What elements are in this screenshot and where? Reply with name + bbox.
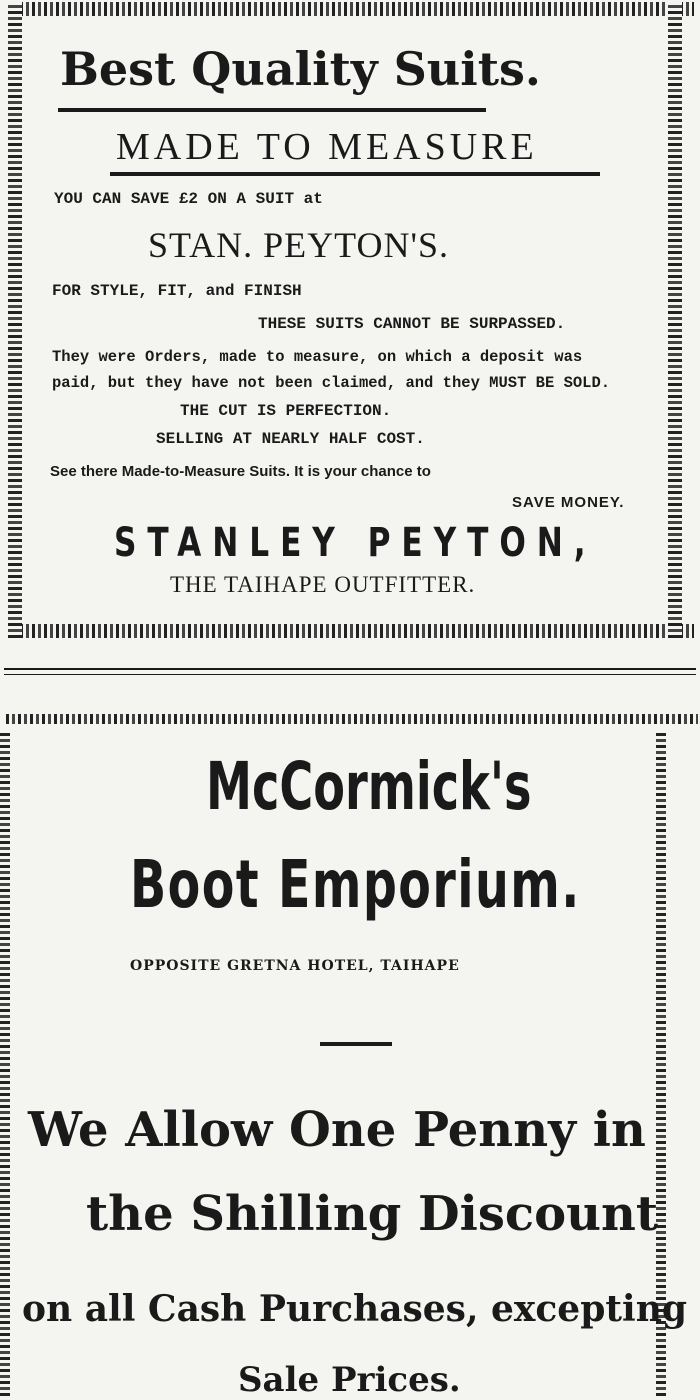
advertisement-mccormick [0,712,700,1400]
ornamental-border-right [668,2,682,638]
shop-name: STAN. PEYTON'S. [148,225,449,265]
see-line: See there Made-to-Measure Suits. It is your chance to [50,463,431,480]
ornamental-border-top [8,2,694,16]
separator-rule-2 [4,674,696,675]
selling-line: SELLING AT NEARLY HALF COST. [156,430,425,448]
shop-address: OPPOSITE GRETNA HOTEL, TAIHAPE [130,958,460,974]
offer-line-3: on all Cash Purchases, excepting [22,1288,688,1330]
ornamental-border-left [0,732,10,1396]
shop-name-line-1: McCormick's [206,748,532,825]
save-line: YOU CAN SAVE £2 ON A SUIT at [54,190,323,208]
offer-line-1: We Allow One Penny in [28,1102,646,1158]
cut-line: THE CUT IS PERFECTION. [180,402,392,420]
rule-under-subhead [110,172,600,176]
style-line: FOR STYLE, FIT, and FINISH [52,282,302,300]
save-money: SAVE MONEY. [512,494,625,511]
orders-line-1: They were Orders, made to measure, on which a deposit was [52,348,583,366]
separator-rule-1 [4,668,696,670]
rule-under-headline [58,108,486,112]
ad-subhead: MADE TO MEASURE [116,126,538,168]
short-rule [320,1042,392,1046]
offer-line-4: Sale Prices. [238,1360,461,1400]
ornamental-border-top [6,714,698,724]
offer-line-2: the Shilling Discount [86,1186,659,1242]
shop-name-line-2: Boot Emporium. [130,846,581,923]
orders-line-2: paid, but they have not been claimed, and they MUST BE SOLD. [52,374,611,392]
surpassed-line: THESE SUITS CANNOT BE SURPASSED. [258,315,566,333]
outfitter-line: THE TAIHAPE OUTFITTER. [170,572,476,597]
ad-headline: Best Quality Suits. [60,42,541,96]
ornamental-border-left [8,2,22,638]
advertisement-stan-peyton [8,2,694,647]
proprietor-name: STANLEY PEYTON, [114,520,597,566]
ornamental-border-bottom [8,624,694,638]
